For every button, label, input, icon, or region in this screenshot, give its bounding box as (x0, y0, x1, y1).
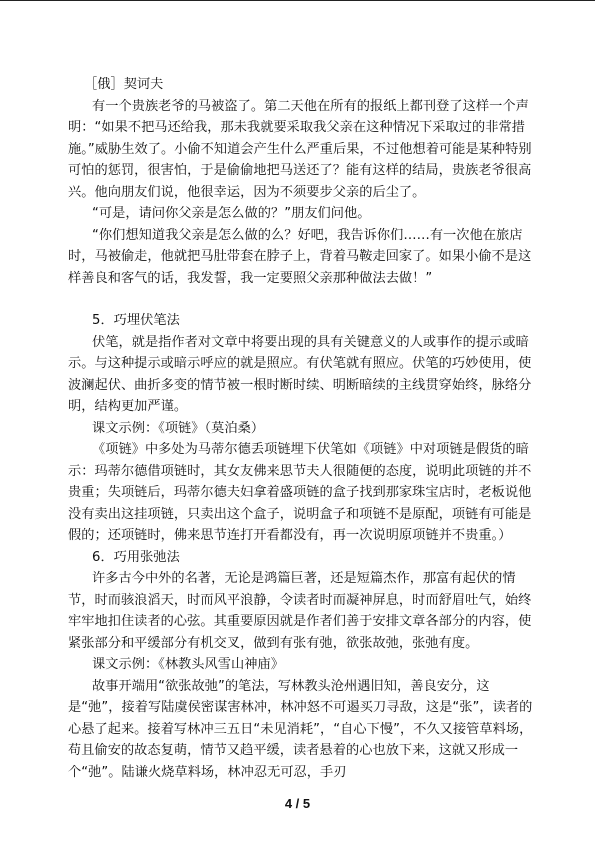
paragraph-ex1: 课文示例：《项链》（莫泊桑） (92, 420, 265, 436)
paragraph-h6: 6．巧用张弛法 (92, 549, 180, 565)
paragraph-p4: 伏笔，就是指作者对文章中将要出现的具有关键意义的人或事作的提示或暗示。与这种提示或暗示呼应的就是照应。有伏笔就有照应。伏笔的巧妙使用，使波澜起伏、曲折多变的情节被一根时断时续、明断暗续的主线贯穿始终，脉络分明，结构更加严谨。 (68, 334, 532, 414)
paragraph-p5: 《项链》中多处为马蒂尔德丢项链埋下伏笔如《项链》中对项链是假货的暗示：玛蒂尔德借项链时，其女友佛来思节夫人很随便的态度，说明此项链的并不贵重；失项链后，玛蒂尔德夫妇拿着盛项链的盒子找到那家珠宝店时，老板说他没有卖出这挂项链，只卖出这个盒子，说明盒子和项链不是原配，项链有可能是假的；还项链时，佛来思节连打开看都没有，再一次说明原项链并不贵重。） (68, 442, 532, 543)
paragraph-p3: “你们想知道我父亲是怎么做的么？好吧，我告诉你们……有一次他在旅店时，马被偷走，他就把马肚带套在脖子上，背着马鞍走回家了。如果小偷不是这样善良和客气的话，我发誓，我一定要照父亲那种做法去做！” (68, 227, 532, 286)
document-body (68, 74, 538, 783)
paragraph-p2: “可是，请问你父亲是怎么做的？”朋友们问他。 (92, 206, 371, 221)
paragraph-h5: 5．巧埋伏笔法 (92, 313, 180, 328)
paragraph-p6: 许多古今中外的名著，无论是鸿篇巨著，还是短篇杰作，那富有起伏的情节，时而骇浪滔天，时而风平浪静，令读者时而凝神屏息，时而舒眉吐气，始终牢牢地扣住读者的心弦。其重要原因就是作者们善于安排文章各部分的内容，使紧张部分和平缓部分有机交叉，做到有张有弛，欲张故弛，张弛有度。 (68, 571, 532, 651)
paragraph-ex2: 课文示例：《林教头风雪山神庙》 (92, 657, 284, 672)
page-number: 4 / 5 (284, 796, 311, 811)
top-rule (0, 0, 595, 1)
paragraph-p7: 故事开端用“欲张故弛”的笔法，写林教头沧州遇旧知，善良安分，这是“弛”，接着写陆虞侯密谋害林冲，林冲怒不可遏买刀寻敌，这是“张”，读者的心悬了起来。接着写林冲三五日“未见消耗”，“自心下慢”，不久又接管草料场，苟且偷安的故态复萌，情节又趋平缓，读者悬着的心也放下来，这就又形成一个“弛”。陆谦火烧草料场，林冲忍无可忍，手刃 (68, 678, 533, 780)
paragraph-p1: 有一个贵族老爷的马被盗了。第二天他在所有的报纸上都刊登了这样一个声明：“如果不把马还给我，那未我就要采取我父亲在这种情况下采取过的非常措施。”威胁生效了。小偷不知道会产生什么严重后果，不过他想着可能是某种特别可怕的惩罚，很害怕，于是偷偷地把马送还了？能有这样的结局，贵族老爷很高兴。他向朋友们说，他很幸运，因为不须要步父亲的后尘了。 (68, 98, 532, 200)
paragraph-gap1 (68, 289, 538, 310)
paragraph-author: ［俄］契诃夫 (84, 77, 164, 92)
